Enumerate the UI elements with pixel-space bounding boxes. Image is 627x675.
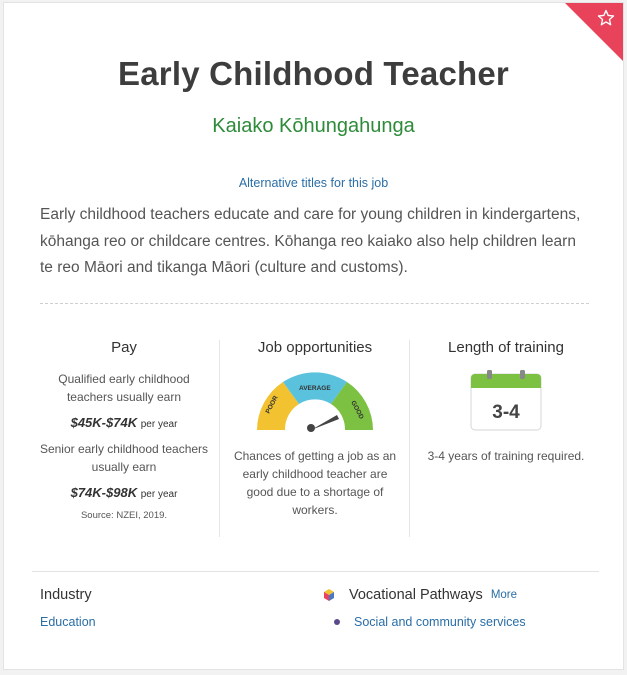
page-title: Early Childhood Teacher	[118, 55, 509, 92]
pathway-item[interactable]	[334, 615, 526, 629]
calendar-icon	[470, 370, 542, 432]
per-year-label: per year	[140, 419, 178, 430]
job-card	[3, 2, 624, 670]
training-heading: Length of training	[448, 339, 564, 356]
pathway-bullet	[334, 619, 340, 625]
vocational-pathways-heading: Vocational Pathways	[349, 587, 483, 603]
job-description: Early childhood teachers educate and care for young children in kindergartens, kōhanga reo or childcare centres. Kōhanga reo kaiako also help children learn te reo Māori and tikanga Māori (culture and customs).	[40, 206, 581, 276]
qualified-range-value: $45K-$74K	[70, 415, 138, 430]
senior-pay-range	[34, 485, 214, 500]
vocational-pathways-icon	[322, 588, 336, 602]
calendar-value: 3-4	[492, 402, 520, 423]
job-opportunities-heading: Job opportunities	[257, 339, 373, 356]
pay-source: Source: NZEI, 2019.	[80, 510, 168, 521]
gauge-label-average: AVERAGE	[299, 385, 331, 392]
senior-range-value: $74K-$98K	[70, 485, 138, 500]
gauge-label-poor: POOR	[264, 394, 280, 415]
column-divider	[219, 340, 220, 537]
pay-section	[34, 339, 214, 521]
industry-link[interactable]: Education	[40, 615, 96, 629]
gauge-needle	[311, 415, 339, 430]
divider	[40, 303, 589, 304]
qualified-pay-text: Qualified early childhood teachers usually earn	[58, 372, 190, 404]
star-icon[interactable]	[597, 9, 615, 27]
column-divider	[409, 340, 410, 537]
job-opportunities-section	[222, 339, 408, 519]
favourite-ribbon[interactable]	[565, 3, 623, 61]
divider	[32, 571, 599, 572]
maori-title: Kaiako Kōhungahunga	[212, 115, 415, 137]
pathway-link[interactable]: Social and community services	[354, 615, 526, 629]
gauge-pivot	[307, 424, 315, 432]
alternative-titles-link[interactable]: Alternative titles for this job	[238, 176, 389, 190]
job-opportunities-text: Chances of getting a job as an early childhood teacher are good due to a shortage of workers.	[233, 449, 397, 517]
vocational-more-link[interactable]: More	[490, 589, 518, 601]
pay-heading: Pay	[111, 339, 137, 356]
senior-pay-text: Senior early childhood teachers usually earn	[39, 442, 209, 474]
training-text: 3-4 years of training required.	[427, 449, 585, 463]
training-section	[412, 339, 600, 463]
vocational-pathways-header	[322, 587, 517, 603]
industry-heading: Industry	[40, 587, 92, 603]
opportunity-gauge	[253, 368, 377, 432]
per-year-label: per year	[140, 489, 178, 500]
qualified-pay-range	[34, 415, 214, 430]
gauge-label-good: GOOD	[349, 399, 365, 421]
